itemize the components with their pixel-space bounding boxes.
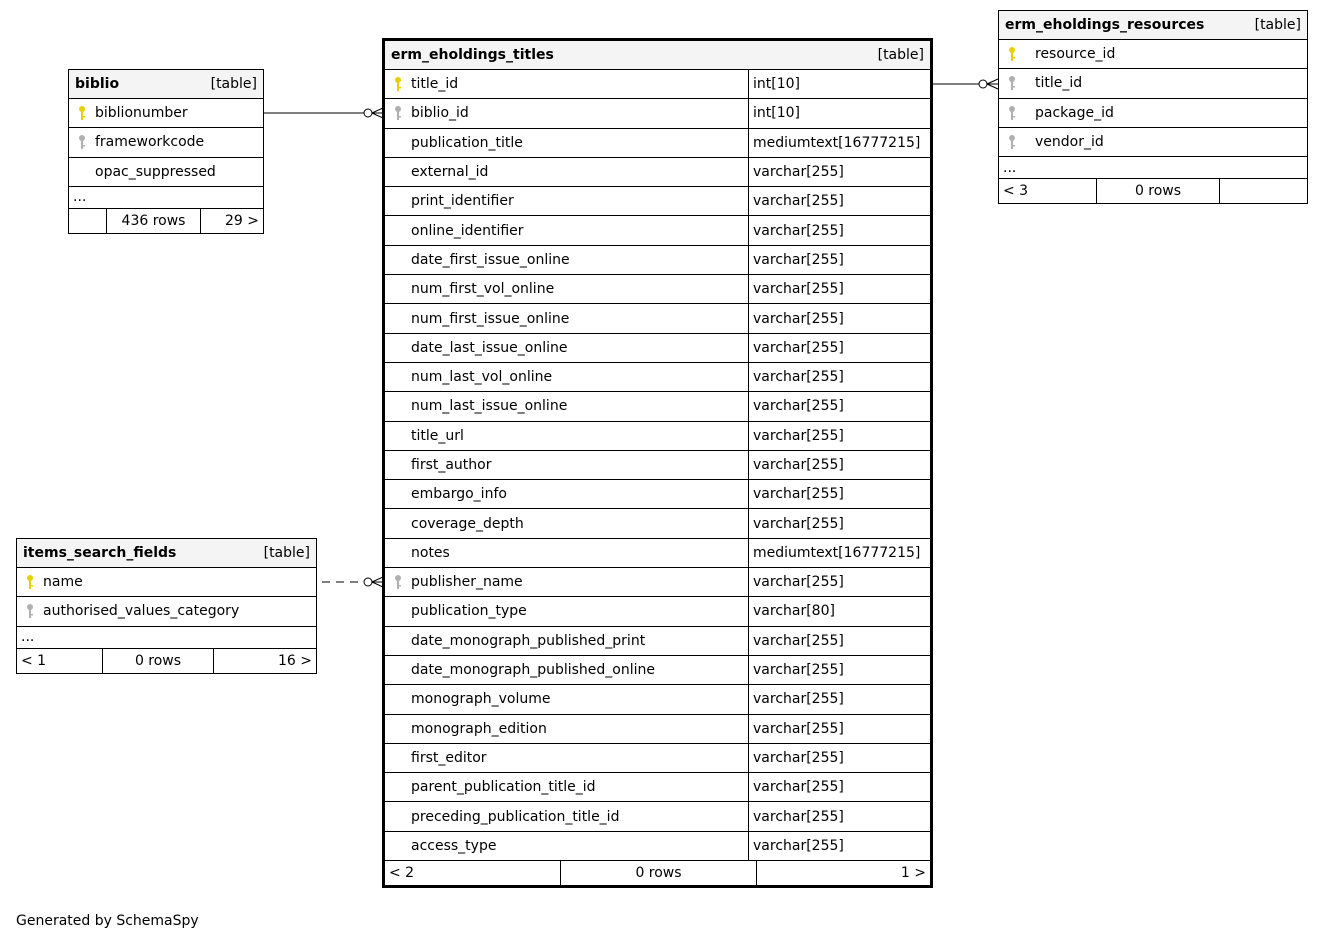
column-name-cell (385, 568, 748, 596)
column-name-cell (385, 451, 748, 479)
footer-right[interactable]: 29 > (225, 212, 259, 229)
foreign-key-icon (75, 134, 89, 150)
no-key-spacer (391, 603, 405, 619)
row-count: 0 rows (561, 861, 757, 885)
footer-left[interactable]: < 3 (999, 179, 1097, 203)
primary-key-icon (391, 76, 405, 92)
column-name-cell (385, 656, 748, 684)
column-name: embargo_info (411, 486, 507, 503)
table-kind: [table] (1254, 17, 1301, 33)
column-type: varchar[255] (748, 685, 930, 713)
column-type: varchar[255] (748, 715, 930, 743)
column-name: print_identifier (411, 193, 514, 210)
column-list (69, 99, 263, 187)
footer-left[interactable] (69, 209, 107, 233)
column-name: resource_id (1035, 46, 1116, 63)
column-name-cell (385, 715, 748, 743)
column-name: monograph_edition (411, 720, 547, 737)
column-row[interactable] (999, 128, 1307, 157)
column-name: publication_type (411, 603, 527, 620)
table-header (385, 41, 930, 70)
column-row[interactable] (385, 187, 930, 216)
table-name: erm_eholdings_resources (1005, 17, 1205, 33)
no-key-spacer (391, 809, 405, 825)
row-count: 436 rows (107, 209, 201, 233)
column-row[interactable] (385, 304, 930, 333)
column-row[interactable] (385, 392, 930, 421)
no-key-spacer (391, 779, 405, 795)
table-biblio[interactable] (68, 69, 264, 234)
column-name: access_type (411, 837, 497, 854)
column-row[interactable] (385, 627, 930, 656)
column-name: first_editor (411, 749, 487, 766)
column-name-cell (385, 304, 748, 332)
column-name: date_monograph_published_online (411, 662, 655, 679)
column-row[interactable] (385, 597, 930, 626)
column-name: package_id (1035, 104, 1114, 121)
foreign-key-icon (1005, 75, 1019, 91)
column-name-cell (385, 246, 748, 274)
column-name-cell (385, 627, 748, 655)
column-row[interactable] (385, 70, 930, 99)
no-key-spacer (391, 457, 405, 473)
table-name: erm_eholdings_titles (391, 47, 554, 63)
column-name: parent_publication_title_id (411, 779, 596, 796)
table-erm-eholdings-titles[interactable] (382, 38, 933, 888)
column-row[interactable] (385, 363, 930, 392)
no-key-spacer (391, 135, 405, 151)
column-name: opac_suppressed (95, 163, 216, 180)
column-name-cell (385, 129, 748, 157)
column-name: preceding_publication_title_id (411, 808, 620, 825)
no-key-spacer (75, 164, 89, 180)
column-row[interactable] (385, 246, 930, 275)
column-type: varchar[255] (748, 480, 930, 508)
column-name-cell (69, 99, 263, 127)
no-key-spacer (391, 486, 405, 502)
foreign-key-icon (1005, 134, 1019, 150)
column-name-cell (69, 128, 263, 156)
column-type: varchar[255] (748, 275, 930, 303)
column-name: first_author (411, 457, 492, 473)
foreign-key-icon (391, 574, 405, 590)
rel-items-search-optional-marker (364, 578, 372, 586)
primary-key-icon (23, 574, 37, 590)
column-name-cell (385, 275, 748, 303)
footer-right[interactable] (1220, 179, 1307, 203)
column-name: title_id (1035, 75, 1083, 92)
column-name: vendor_id (1035, 134, 1104, 151)
no-key-spacer (391, 281, 405, 297)
column-name: publication_title (411, 134, 523, 151)
column-name-cell (999, 69, 1307, 97)
column-row[interactable] (999, 40, 1307, 69)
column-type: int[10] (748, 99, 930, 127)
column-type: varchar[255] (748, 568, 930, 596)
table-name: items_search_fields (23, 545, 177, 561)
column-name-cell (385, 392, 748, 420)
column-name: date_last_issue_online (411, 339, 568, 356)
row-count: 0 rows (1097, 179, 1220, 203)
no-key-spacer (391, 369, 405, 385)
column-name: title_id (411, 76, 459, 93)
column-name-cell (999, 40, 1307, 68)
no-key-spacer (391, 691, 405, 707)
primary-key-icon (75, 105, 89, 121)
column-row[interactable] (385, 832, 930, 861)
no-key-spacer (391, 398, 405, 414)
table-header (999, 11, 1307, 40)
column-type: varchar[255] (748, 422, 930, 450)
table-footer (17, 649, 316, 673)
column-type: varchar[255] (748, 216, 930, 244)
column-type: mediumtext[16777215] (748, 129, 930, 157)
column-list (17, 568, 316, 627)
column-type: varchar[255] (748, 656, 930, 684)
column-name: date_first_issue_online (411, 251, 570, 268)
table-kind: [table] (263, 545, 310, 561)
column-type: varchar[80] (748, 597, 930, 625)
column-name: title_url (411, 427, 464, 444)
column-name-cell (17, 568, 316, 596)
rel-biblio-optional-marker (364, 109, 372, 117)
column-name-cell (385, 334, 748, 362)
no-key-spacer (391, 252, 405, 268)
no-key-spacer (391, 164, 405, 180)
no-key-spacer (391, 838, 405, 854)
column-row[interactable] (385, 715, 930, 744)
column-type: varchar[255] (748, 802, 930, 830)
column-row[interactable] (385, 539, 930, 568)
column-row[interactable] (17, 568, 316, 597)
column-type: varchar[255] (748, 363, 930, 391)
column-type: varchar[255] (748, 392, 930, 420)
footer-right[interactable]: 16 > (278, 652, 312, 669)
column-name-cell (385, 422, 748, 450)
column-name-cell (385, 685, 748, 713)
column-name: authorised_values_category (43, 603, 240, 620)
table-erm-eholdings-resources[interactable] (998, 10, 1308, 204)
column-list (385, 70, 930, 861)
column-type: varchar[255] (748, 773, 930, 801)
column-type: varchar[255] (748, 187, 930, 215)
column-name: date_monograph_published_print (411, 632, 646, 649)
table-kind: [table] (210, 76, 257, 92)
table-items-search-fields[interactable] (16, 538, 317, 674)
column-name-cell (999, 128, 1307, 156)
column-name: biblio_id (411, 105, 469, 122)
column-name: online_identifier (411, 222, 524, 239)
column-type: varchar[255] (748, 158, 930, 186)
column-name: num_last_issue_online (411, 398, 568, 415)
table-name: biblio (75, 76, 120, 92)
column-row[interactable] (385, 129, 930, 158)
no-key-spacer (391, 340, 405, 356)
column-row[interactable] (385, 422, 930, 451)
column-row[interactable] (385, 216, 930, 245)
column-row[interactable] (69, 158, 263, 187)
column-row[interactable] (17, 597, 316, 626)
no-key-spacer (391, 516, 405, 532)
column-name: num_first_issue_online (411, 310, 570, 327)
column-name-cell (69, 158, 263, 186)
column-row[interactable] (385, 480, 930, 509)
table-footer (999, 179, 1307, 203)
column-name: num_last_vol_online (411, 369, 553, 386)
column-row[interactable] (69, 99, 263, 128)
no-key-spacer (391, 633, 405, 649)
column-name: external_id (411, 164, 489, 181)
column-type: varchar[255] (748, 451, 930, 479)
column-name-cell (385, 832, 748, 860)
column-name-cell (17, 597, 316, 625)
column-type: varchar[255] (748, 832, 930, 860)
column-row[interactable] (385, 773, 930, 802)
column-name-cell (385, 70, 748, 98)
column-type: varchar[255] (748, 304, 930, 332)
column-name-cell (385, 480, 748, 508)
column-type: varchar[255] (748, 334, 930, 362)
no-key-spacer (391, 223, 405, 239)
column-row[interactable] (385, 509, 930, 538)
row-count: 0 rows (103, 649, 214, 673)
column-type: varchar[255] (748, 627, 930, 655)
column-row[interactable] (385, 568, 930, 597)
footer-right[interactable]: 1 > (900, 865, 926, 882)
no-key-spacer (391, 662, 405, 678)
column-name-cell (385, 216, 748, 244)
column-name-cell (385, 773, 748, 801)
column-row[interactable] (385, 451, 930, 480)
column-name-cell (385, 509, 748, 537)
column-name-cell (385, 539, 748, 567)
column-name-cell (385, 744, 748, 772)
column-type: varchar[255] (748, 509, 930, 537)
column-type: varchar[255] (748, 744, 930, 772)
column-name: notes (411, 544, 450, 561)
column-type: mediumtext[16777215] (748, 539, 930, 567)
column-row[interactable] (385, 685, 930, 714)
column-name-cell (385, 802, 748, 830)
rel-resources-optional-marker (979, 80, 987, 88)
primary-key-icon (1005, 46, 1019, 62)
no-key-spacer (391, 750, 405, 766)
column-name: coverage_depth (411, 515, 524, 532)
column-row[interactable] (385, 334, 930, 363)
table-header (17, 539, 316, 568)
more-columns-ellipsis: ... (999, 157, 1307, 179)
column-name-cell (999, 99, 1307, 127)
table-footer (69, 209, 263, 233)
column-name: publisher_name (411, 574, 523, 591)
column-name-cell (385, 158, 748, 186)
footer-left[interactable]: < 2 (385, 861, 561, 885)
column-row[interactable] (999, 69, 1307, 98)
column-row[interactable] (999, 99, 1307, 128)
generated-by-note: Generated by SchemaSpy (16, 913, 199, 929)
no-key-spacer (391, 428, 405, 444)
column-row[interactable] (385, 275, 930, 304)
column-row[interactable] (385, 802, 930, 831)
rel-resources-crowfoot (987, 79, 998, 89)
table-footer (385, 861, 930, 885)
column-type: varchar[255] (748, 246, 930, 274)
column-name: name (43, 574, 83, 591)
column-row[interactable] (385, 744, 930, 773)
more-columns-ellipsis: ... (69, 187, 263, 209)
column-name-cell (385, 99, 748, 127)
column-name-cell (385, 187, 748, 215)
foreign-key-icon (1005, 105, 1019, 121)
column-name: num_first_vol_online (411, 281, 555, 298)
column-row[interactable] (385, 656, 930, 685)
table-header (69, 70, 263, 99)
column-name: frameworkcode (95, 134, 205, 151)
foreign-key-icon (23, 603, 37, 619)
column-type: int[10] (748, 70, 930, 98)
no-key-spacer (391, 721, 405, 737)
table-kind: [table] (877, 47, 924, 63)
column-name-cell (385, 597, 748, 625)
column-name: biblionumber (95, 105, 188, 122)
footer-left[interactable]: < 1 (17, 649, 103, 673)
column-list (999, 40, 1307, 157)
more-columns-ellipsis: ... (17, 627, 316, 649)
column-row[interactable] (385, 99, 930, 128)
column-name: monograph_volume (411, 691, 551, 708)
foreign-key-icon (391, 105, 405, 121)
column-row[interactable] (385, 158, 930, 187)
column-row[interactable] (69, 128, 263, 157)
no-key-spacer (391, 545, 405, 561)
no-key-spacer (391, 311, 405, 327)
column-name-cell (385, 363, 748, 391)
no-key-spacer (391, 193, 405, 209)
